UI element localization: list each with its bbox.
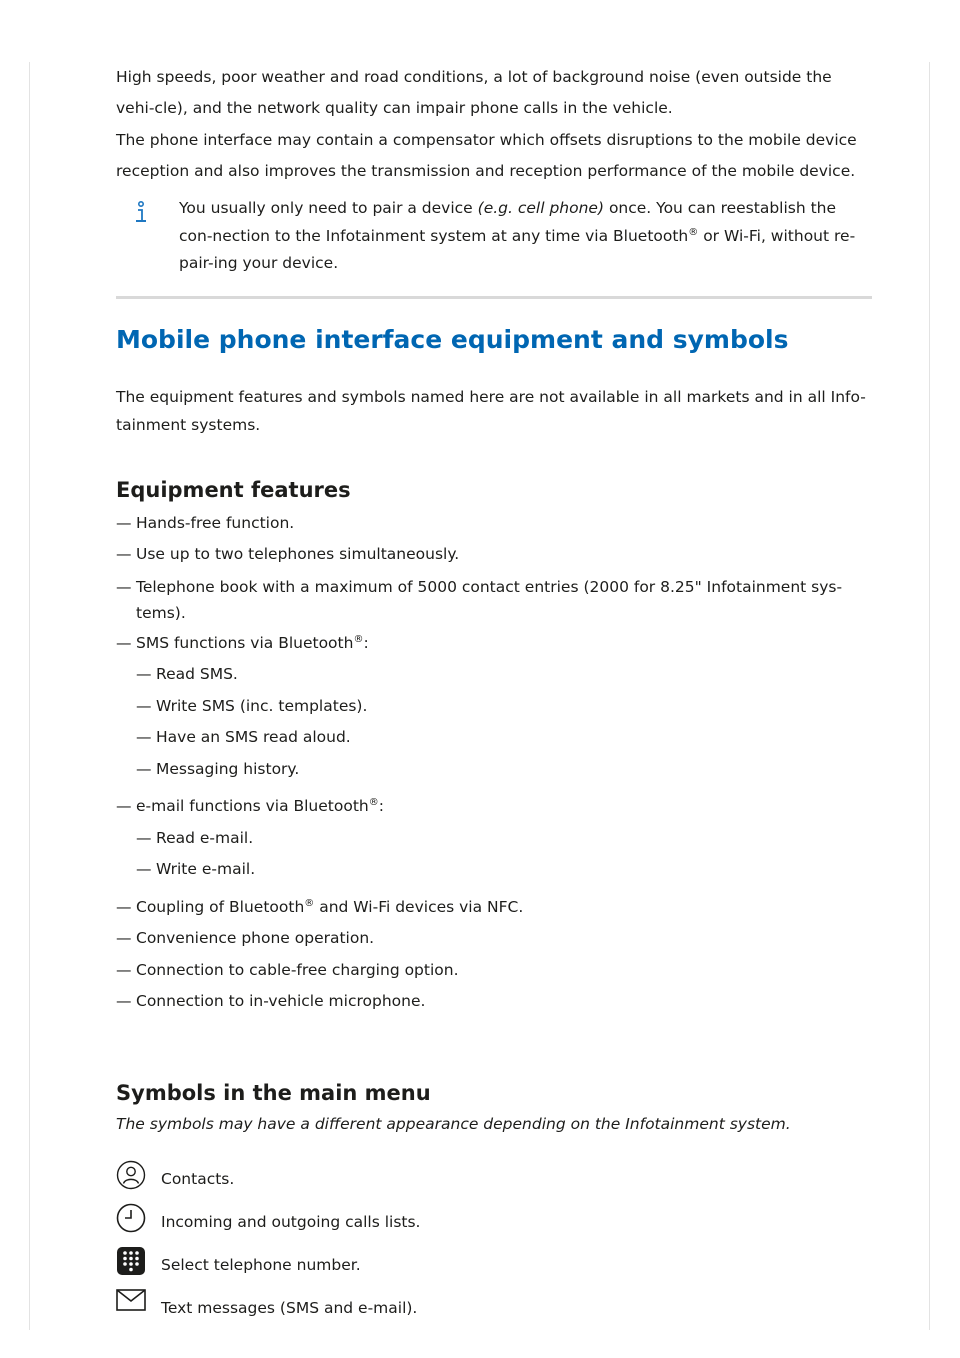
symbol-label: Contacts. <box>161 1169 235 1188</box>
symbol-label: Incoming and outgoing calls lists. <box>161 1212 421 1231</box>
info-note-text: You usually only need to pair a device (e.g. cell phone) once. You can reestablish the con-nection to the Infotainment system at any time via Bluetooth® or Wi-Fi, without re-pair-ing your device. <box>179 199 856 272</box>
symbol-row-calls <box>116 1201 872 1244</box>
symbol-row-keypad <box>116 1244 872 1287</box>
list-item: — Telephone book with a maximum of 5000 contact entries (2000 for 8.25" Infotainment sys-tems). <box>116 574 872 626</box>
list-item: — Messaging history. <box>136 754 872 786</box>
list-item: — Use up to two telephones simultaneously. <box>116 539 872 571</box>
info-note <box>116 195 872 278</box>
intro-paragraph-1: High speeds, poor weather and road conditions, a lot of background noise (even outside the vehi-cle), and the network quality can impair phone calls in the vehicle. <box>116 68 832 117</box>
list-item: — Hands-free function. <box>116 508 872 540</box>
info-icon <box>134 201 148 225</box>
document-content <box>116 62 872 1330</box>
symbol-row-contacts <box>116 1158 872 1201</box>
list-item: — Convenience phone operation. <box>116 923 872 955</box>
symbol-label: Text messages (SMS and e-mail). <box>161 1298 418 1317</box>
list-item: — Read e-mail. <box>136 823 872 855</box>
symbols-heading: Symbols in the main menu <box>116 1080 431 1105</box>
symbols-subtitle: The symbols may have a different appearance depending on the Infotainment system. <box>116 1114 791 1133</box>
symbol-label: Select telephone number. <box>161 1255 361 1274</box>
list-item: — Have an SMS read aloud. <box>136 722 872 754</box>
email-sublist <box>136 823 872 886</box>
page-margin-line-left <box>29 62 30 1330</box>
list-item: — Write e-mail. <box>136 854 872 886</box>
contacts-icon <box>116 1160 146 1190</box>
list-item: — Read SMS. <box>136 659 872 691</box>
sms-sublist <box>136 659 872 785</box>
symbol-row-messages <box>116 1287 872 1330</box>
clock-icon <box>116 1203 146 1233</box>
list-item: — Coupling of Bluetooth® and Wi-Fi devices via NFC. <box>116 892 872 924</box>
section-title: Mobile phone interface equipment and symbols <box>116 324 789 354</box>
section-divider <box>116 296 872 299</box>
keypad-icon <box>116 1246 146 1276</box>
list-item: — SMS functions via Bluetooth®: — Read SMS. — Write SMS (inc. templates). — Have an SMS read aloud. — Messaging history. <box>116 628 872 786</box>
list-item: — Connection to in-vehicle microphone. <box>116 986 872 1018</box>
list-item: — Connection to cable-free charging option. <box>116 955 872 987</box>
page-margin-line-right <box>929 62 930 1330</box>
intro-paragraph-2: The phone interface may contain a compensator which offsets disruptions to the mobile device reception and also improves the transmission and reception performance of the mobile device. <box>116 131 857 180</box>
envelope-icon <box>116 1289 146 1311</box>
list-item: — e-mail functions via Bluetooth®: — Read e-mail. — Write e-mail. <box>116 791 872 886</box>
equipment-heading: Equipment features <box>116 477 351 502</box>
list-item: — Write SMS (inc. templates). <box>136 691 872 723</box>
equipment-list <box>116 508 872 1018</box>
section-intro: The equipment features and symbols named here are not available in all markets and in all Info-tainment systems. <box>116 387 866 434</box>
